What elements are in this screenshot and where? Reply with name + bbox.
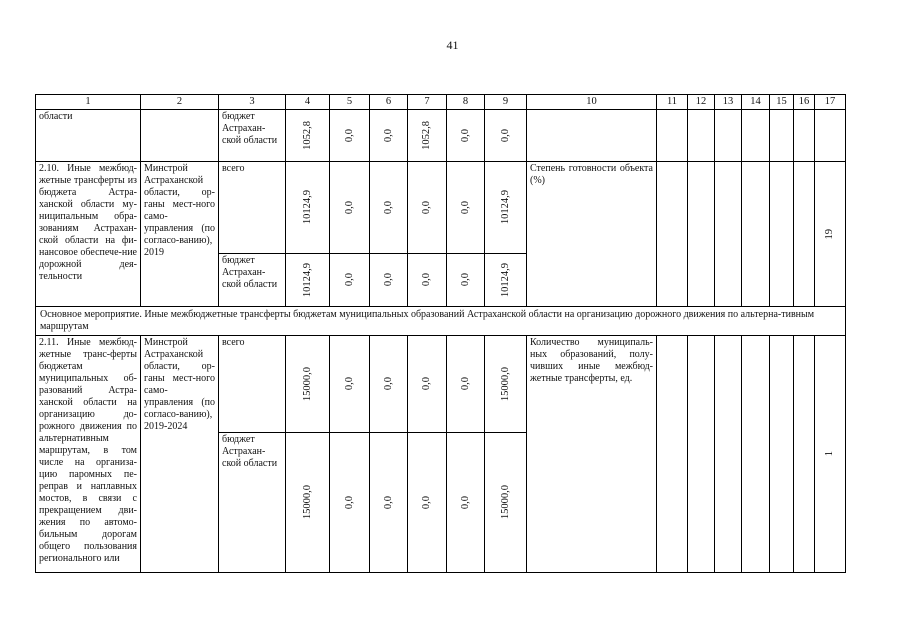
value-cell: 0,0 xyxy=(459,200,471,215)
header-cell: 9 xyxy=(485,95,527,110)
measure-name: 2.11. Иные межбюд-жетные транс-ферты бюджетам муниципальных об-разований Астра-ханской области на организацию до-рожного движения по альтернативным маршрутам, в том числе на организа-цию паромных пе-реправ и наплавных мостов, в связи с прекращением дви-жения по автомо-бильным дорогам общего пользования регионального или xyxy=(36,336,141,573)
value-cell: 10124,9 xyxy=(301,190,313,225)
funding-source: всего xyxy=(219,162,286,254)
value-cell: 0,0 xyxy=(382,273,394,287)
value-cell: 0,0 xyxy=(382,377,394,391)
table-row xyxy=(36,336,846,433)
indicator-cell: Степень готовности объекта (%) xyxy=(527,162,657,307)
value-cell: 0,0 xyxy=(343,273,355,287)
funding-source: всего xyxy=(219,336,286,433)
measure-name: области xyxy=(36,110,141,162)
value-cell: 0,0 xyxy=(459,377,471,391)
header-cell: 5 xyxy=(330,95,370,110)
value-cell: 0,0 xyxy=(421,200,432,215)
header-cell: 14 xyxy=(742,95,770,110)
value-cell: 0,0 xyxy=(421,495,432,510)
header-cell: 8 xyxy=(447,95,485,110)
header-cell: 13 xyxy=(715,95,742,110)
value-cell: 10124,9 xyxy=(301,262,313,298)
value-cell: 0,0 xyxy=(421,377,432,391)
budget-table xyxy=(35,94,846,573)
header-cell: 2 xyxy=(141,95,219,110)
table-row xyxy=(36,307,846,336)
main-event-title: Основное мероприятие. Иные межбюджетные трансферты бюджетам муниципальных образований Астраханской области на организацию дорожного движения по альтерна-тивным маршрутам xyxy=(36,307,846,336)
table-row xyxy=(36,110,846,162)
executor-cell: Минстрой Астраханской области, ор-ганы мест-ного само-управления (по согласо-ванию), 2019 xyxy=(141,162,219,307)
header-row xyxy=(36,95,846,110)
executor-cell: Минстрой Астраханской области, ор-ганы мест-ного само-управления (по согласо-ванию), 2019-2024 xyxy=(141,336,219,573)
value-cell: 15000,0 xyxy=(499,366,511,402)
value-cell: 0,0 xyxy=(343,377,355,391)
value-cell: 15000,0 xyxy=(301,366,313,402)
value-cell: 0,0 xyxy=(343,128,355,143)
target-value: 19 xyxy=(824,228,835,240)
header-cell: 15 xyxy=(770,95,794,110)
value-cell: 10124,9 xyxy=(499,262,511,298)
header-cell: 11 xyxy=(657,95,688,110)
header-cell: 4 xyxy=(286,95,330,110)
value-cell: 10124,9 xyxy=(499,190,511,225)
value-cell: 1052,8 xyxy=(421,121,432,150)
value-cell: 0,0 xyxy=(459,495,471,510)
table-row xyxy=(36,162,846,254)
value-cell: 15000,0 xyxy=(301,485,313,520)
header-cell: 6 xyxy=(370,95,408,110)
value-cell: 0,0 xyxy=(459,273,471,287)
header-cell: 16 xyxy=(794,95,815,110)
value-cell: 0,0 xyxy=(459,128,471,143)
measure-name: 2.10. Иные межбюд-жетные трансферты из бюджета Астра-ханской области му-ниципальным обра-зованиям Астрахан-ской области на фи-нансовое обеспече-ние дорожной дея-тельности xyxy=(36,162,141,307)
header-cell: 7 xyxy=(408,95,447,110)
value-cell: 0,0 xyxy=(343,200,355,215)
funding-source: бюджет Астрахан-ской области xyxy=(219,110,286,162)
header-cell: 1 xyxy=(36,95,141,110)
header-cell: 10 xyxy=(527,95,657,110)
target-value: 1 xyxy=(824,451,835,457)
header-cell: 12 xyxy=(688,95,715,110)
header-cell: 17 xyxy=(815,95,846,110)
value-cell: 15000,0 xyxy=(499,485,511,520)
executor-cell xyxy=(141,110,219,162)
page-number: 41 xyxy=(446,38,459,52)
value-cell: 0,0 xyxy=(499,128,511,143)
funding-source: бюджет Астрахан-ской области xyxy=(219,254,286,307)
value-cell: 0,0 xyxy=(382,495,394,510)
header-cell: 3 xyxy=(219,95,286,110)
indicator-cell xyxy=(527,110,657,162)
indicator-cell: Количество муниципаль-ных образований, полу-чивших иные межбюд-жетные трансферты, ед. xyxy=(527,336,657,573)
value-cell: 1052,8 xyxy=(301,121,313,150)
funding-source: бюджет Астрахан-ской области xyxy=(219,433,286,573)
value-cell: 0,0 xyxy=(343,495,355,510)
value-cell: 0,0 xyxy=(382,128,394,143)
value-cell: 0,0 xyxy=(421,273,432,287)
value-cell: 0,0 xyxy=(382,200,394,215)
